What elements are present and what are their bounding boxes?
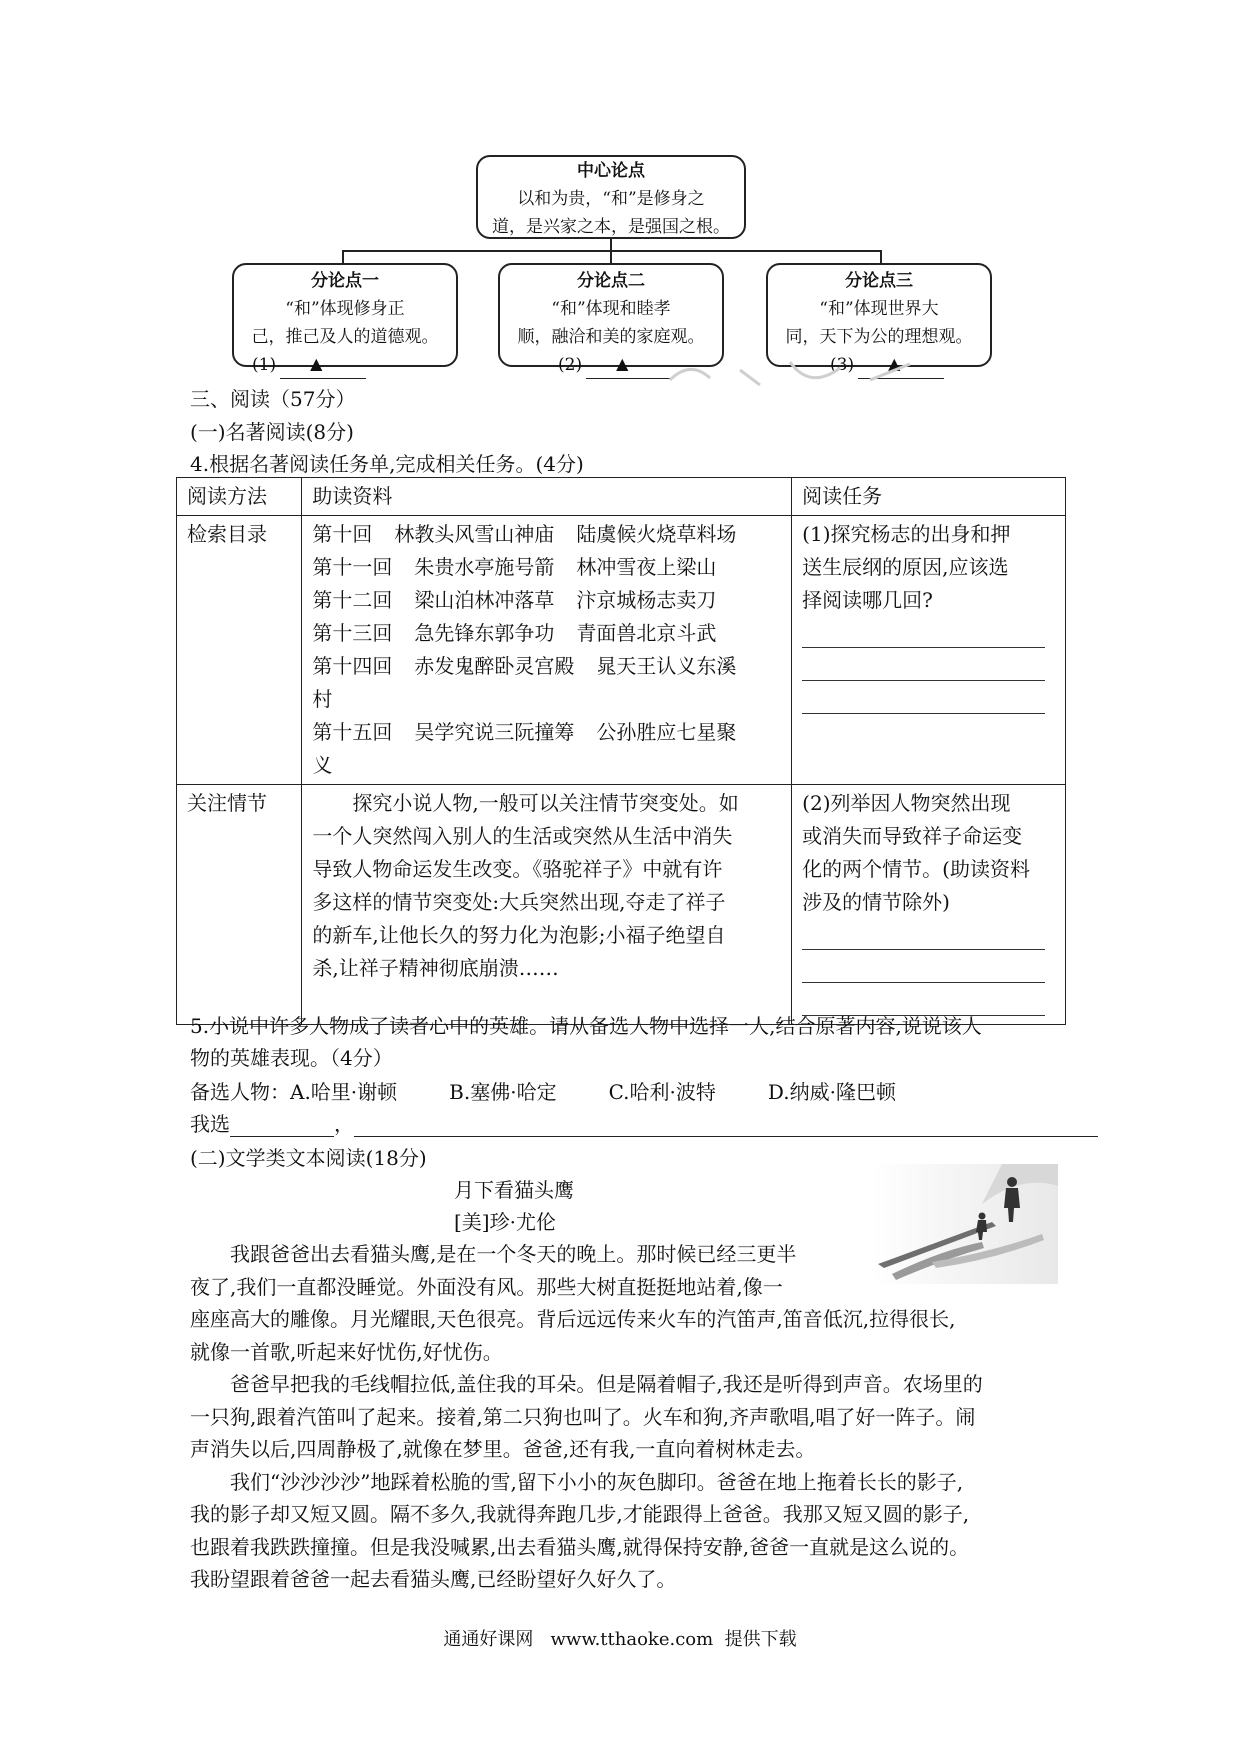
part-2-heading: (二)文学类文本阅读(18分)	[190, 1146, 427, 1170]
row2-task: (2)列举因人物突然出现 或消失而导致祥子命运变 化的两个情节。(助读资料 涉及的情节除外)	[792, 785, 1066, 1025]
row2-method: 关注情节	[177, 785, 302, 1025]
row1-method: 检索目录	[177, 516, 302, 785]
question-5-answer: 我选 ，	[190, 1108, 1098, 1137]
options-label: 备选人物：	[190, 1080, 290, 1104]
answer-blank-1[interactable]	[280, 354, 366, 379]
footer-url[interactable]: www.tthaoke.com	[550, 1629, 714, 1650]
triangle-icon: ▲	[888, 354, 901, 373]
row1-task: (1)探究杨志的出身和押 送生辰纲的原因,应该选 择阅读哪几回?	[792, 516, 1066, 785]
choice-blank[interactable]	[230, 1114, 334, 1137]
triangle-icon: ▲	[616, 354, 629, 373]
story-title: 月下看猫头鹰	[454, 1178, 574, 1202]
connector-left	[342, 250, 344, 264]
section-3-heading: 三、阅读（57分）	[190, 387, 356, 411]
sub-thesis-line-3a: “和”体现世界大	[819, 299, 939, 319]
header-task: 阅读任务	[792, 478, 1066, 516]
header-method: 阅读方法	[177, 478, 302, 516]
page-footer	[0, 1625, 1240, 1651]
story-paragraph-2: 爸爸早把我的毛线帽拉低,盖住我的耳朵。但是隔着帽子,我还是听得到声音。农场里的 一只狗,跟着汽笛叫了起来。接着,第二只狗也叫了。火车和狗,齐声歌唱,唱了好一阵子。闹 声消失以后,四周静极了,就像在梦里。爸爸,还有我,一直向着树林走去。	[190, 1372, 983, 1461]
chapter-15-cont: 义	[312, 753, 333, 777]
answer-line-2b[interactable]	[802, 956, 1045, 983]
chapter-14-cont: 村	[312, 687, 333, 711]
footer-site: 通通好课网	[443, 1629, 534, 1650]
sub-thesis-title-1: 分论点一	[311, 271, 379, 291]
story-paragraph-1: 我跟爸爸出去看猫头鹰,是在一个冬天的晚上。那时候已经三更半 夜了,我们一直都没睡觉。外面没有风。那些大树直挺挺地站着,像一 座座高大的雕像。月光耀眼,天色很亮。背后远远传来火车的汽笛声,笛音低沉,拉得很长, 就像一首歌,听起来好忧伤,好忧伤。	[190, 1242, 956, 1364]
center-thesis-box	[476, 155, 746, 239]
sub-thesis-line-3b: 同，天下为公的理想观。	[785, 327, 973, 347]
blank-marker-2: (2)	[558, 355, 583, 375]
center-thesis-line-2: 道，是兴家之本，是强国之根。	[492, 217, 730, 237]
story-body	[190, 1238, 1070, 1596]
option-b: B.塞佛·哈定	[449, 1080, 557, 1104]
chapter-12: 第十二回 梁山泊林冲落草 汴京城杨志卖刀	[312, 588, 717, 612]
option-a: A.哈里·谢顿	[290, 1080, 398, 1104]
blank-marker-3: (3)	[830, 355, 855, 375]
part-1-heading: (一)名著阅读(8分)	[190, 420, 354, 444]
connector-right	[880, 250, 882, 264]
sub-thesis-line-1a: “和”体现修身正	[285, 299, 405, 319]
watermark-strokes	[650, 350, 950, 390]
sub-thesis-line-1b: 己，推己及人的道德观。	[251, 327, 439, 347]
sub-thesis-line-2b: 顺，融洽和美的家庭观。	[517, 327, 705, 347]
triangle-icon: ▲	[310, 354, 323, 373]
sub-thesis-box-1	[232, 263, 458, 375]
story-author: [美]珍·尤伦	[454, 1210, 556, 1234]
connector-mid	[610, 250, 612, 264]
choose-label: 我选	[190, 1112, 230, 1136]
center-thesis-title: 中心论点	[577, 161, 645, 181]
question-4-text: 4.根据名著阅读任务单,完成相关任务。(4分)	[190, 452, 584, 476]
chapter-11: 第十一回 朱贵水亭施号箭 林冲雪夜上梁山	[312, 555, 717, 579]
reading-task-table	[176, 477, 1066, 1025]
row2-material: 探究小说人物,一般可以关注情节突变处。如 一个人突然闯入别人的生活或突然从生活中消失 导致人物命运发生改变。《骆驼祥子》中就有许 多这样的情节突变处:大兵突然出现,夺走了祥子 的新车,让他长久的努力化为泡影;小福子绝望自 杀,让祥子精神彻底崩溃……	[302, 785, 792, 1025]
question-5-line-1: 5.小说中许多人物成了读者心中的英雄。请从备选人物中选择一人,结合原著内容,说说该人	[190, 1014, 982, 1038]
table-header-row	[177, 478, 1066, 516]
row1-chapters	[302, 516, 792, 785]
sub-thesis-title-3: 分论点三	[845, 271, 913, 291]
chapter-10: 第十回 林教头风雪山神庙 陆虞候火烧草料场	[312, 522, 737, 546]
chapter-13: 第十三回 急先锋东郭争功 青面兽北京斗武	[312, 621, 717, 645]
answer-line-1c[interactable]	[802, 687, 1045, 714]
center-thesis-line-1: 以和为贵，“和”是修身之	[517, 189, 705, 209]
answer-line-1a[interactable]	[802, 621, 1045, 648]
sub-thesis-line-2a: “和”体现和睦孝	[551, 299, 671, 319]
blank-marker-1: (1)	[252, 355, 277, 375]
table-row-2	[177, 785, 1066, 1025]
header-material: 助读资料	[302, 478, 792, 516]
answer-line-2a[interactable]	[802, 923, 1045, 950]
question-5-options	[190, 1076, 896, 1105]
table-row-1	[177, 516, 1066, 785]
sub-thesis-title-2: 分论点二	[577, 271, 645, 291]
question-5-line-2: 物的英雄表现。（4分）	[190, 1046, 393, 1070]
option-d: D.纳威·隆巴顿	[767, 1080, 896, 1104]
option-c: C.哈利·波特	[608, 1080, 716, 1104]
answer-line-1b[interactable]	[802, 654, 1045, 681]
chapter-15: 第十五回 吴学究说三阮撞筹 公孙胜应七星聚	[312, 720, 737, 744]
connector-horizontal	[342, 250, 882, 252]
chapter-14: 第十四回 赤发鬼醉卧灵宫殿 晁天王认义东溪	[312, 654, 737, 678]
footer-suffix: 提供下载	[724, 1629, 797, 1650]
reason-blank[interactable]	[354, 1114, 1098, 1137]
story-paragraph-3: 我们“沙沙沙沙”地踩着松脆的雪,留下小小的灰色脚印。爸爸在地上拖着长长的影子, 我的影子却又短又圆。隔不多久,我就得奔跑几步,才能跟得上爸爸。我那又短又圆的影子, 也跟着我跌跌撞撞。但是我没喊累,出去看猫头鹰,就得保持安静,爸爸一直就是这么说的。 我盼望跟着爸爸一起去看猫头鹰,已经盼望好久好久了。	[190, 1469, 970, 1591]
